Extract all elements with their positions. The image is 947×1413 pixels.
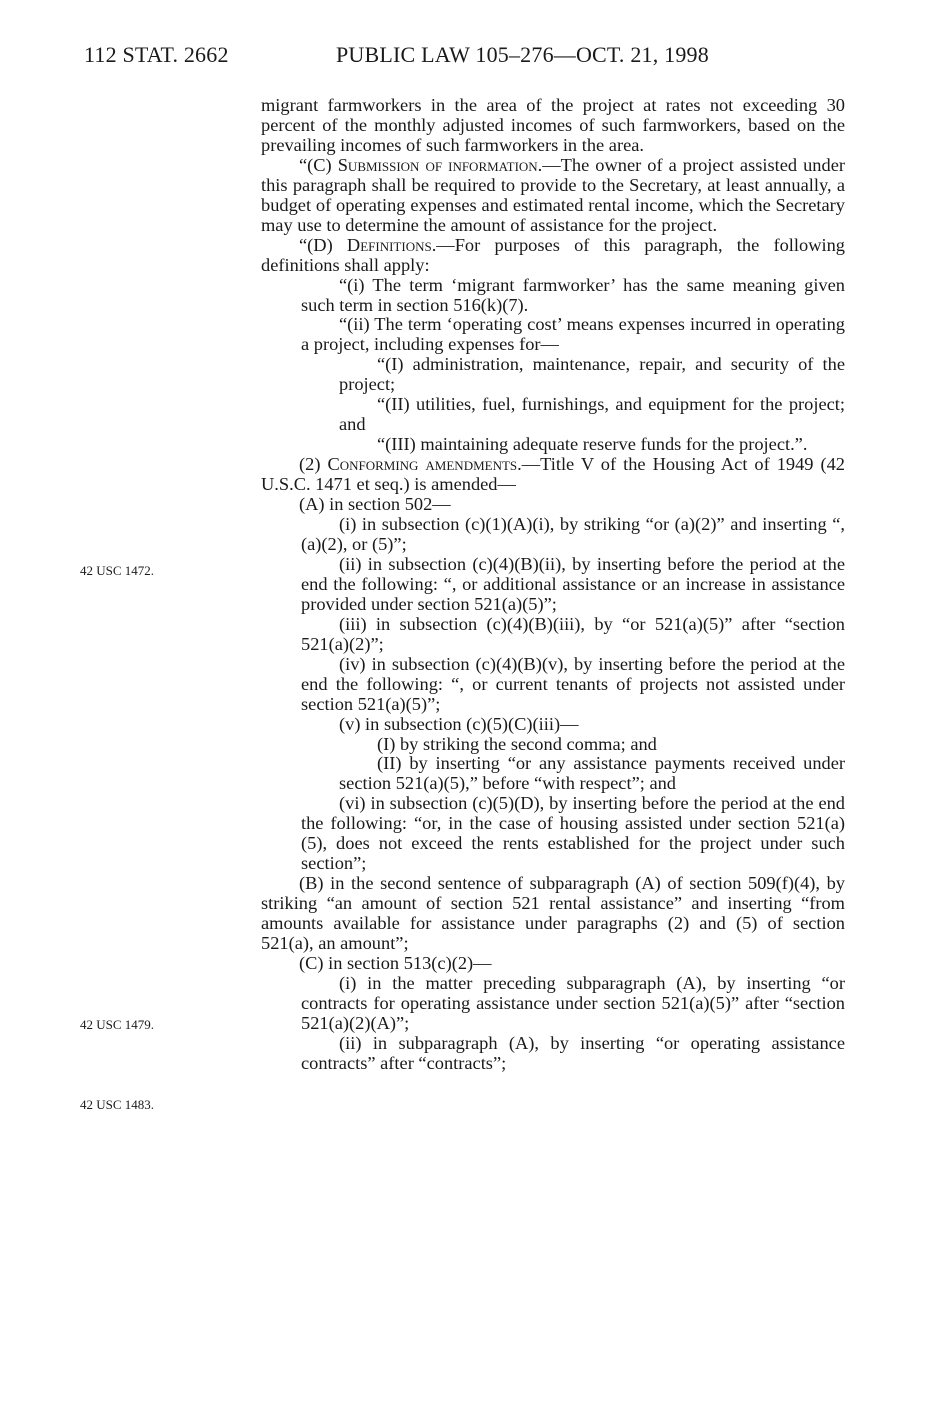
clause-502-iv: (iv) in subsection (c)(4)(B)(v), by inserting before the period at the end the following: “, or current tenants of projects not assisted under section 521(a)(5)”;: [301, 653, 845, 714]
paragraph-heading: Conforming amendments: [327, 454, 518, 475]
margin-note-usc-1483: 42 USC 1483.: [80, 1097, 155, 1112]
paragraph-definitions: [261, 236, 845, 276]
paragraph-text: .—The owner of a project assisted under this paragraph shall be required to provide to the Secretary, at least annually, a budget of operating expenses and estimated rental income, which the Secretary may use to determine the amount of assistance for the project.: [261, 154, 845, 235]
clause-migrant-farmworker: “(i) The term ‘migrant farmworker’ has the same meaning given such term in section 516(k)(7).: [301, 274, 845, 315]
clause-502-v: (v) in subsection (c)(5)(C)(iii)—: [339, 713, 579, 734]
paragraph-text: .—Title V of the Housing Act of 1949 (42 U.S.C. 1471 et seq.) is amended—: [261, 454, 846, 495]
stat-citation: 112 STAT. 2662: [84, 42, 229, 67]
margin-note-usc-1479: 42 USC 1479.: [80, 1017, 155, 1032]
subparagraph-a-section-502: (A) in section 502—: [299, 494, 451, 515]
margin-note-usc-1472: 42 USC 1472.: [80, 563, 155, 578]
paragraph-heading: Definitions: [346, 234, 432, 255]
subclause-reserve-funds: “(III) maintaining adequate reserve funds for the project.”.: [377, 434, 808, 455]
subclause-502-v-I: (I) by striking the second comma; and: [377, 733, 657, 754]
paragraph-lead: “(D): [299, 234, 347, 255]
paragraph-conforming-amendments: [261, 455, 845, 495]
paragraph-submission-of-information: [261, 156, 845, 236]
paragraph-continuation: migrant farmworkers in the area of the project at rates not exceeding 30 percent of the monthly adjusted incomes of such farmworkers, based on the prevailing incomes of such farmworkers in the area.: [261, 95, 845, 155]
public-law-title: PUBLIC LAW 105–276—OCT. 21, 1998: [336, 42, 709, 67]
clause-operating-cost: “(ii) The term ‘operating cost’ means expenses incurred in operating a project, including expenses for—: [301, 314, 845, 355]
paragraph-heading: Submission of information: [337, 154, 538, 175]
subparagraph-b-section-509: (B) in the second sentence of subparagraph (A) of section 509(f)(4), by striking “an amount of section 521 rental assistance” and inserting “from amounts available for assistance under paragraphs (2) and (5) of section 521(a), an amount”;: [261, 873, 845, 954]
clause-513-i: (i) in the matter preceding subparagraph (A), by inserting “or contracts for operating assistance under section 521(a)(5)” after “section 521(a)(2)(A)”;: [301, 972, 845, 1033]
page-header: [84, 42, 844, 82]
clause-502-vi: (vi) in subsection (c)(5)(D), by inserting before the period at the end the following: “or, in the case of housing assisted under section 521(a)(5), does not exceed the rents established for the project under such section”;: [301, 793, 845, 874]
paragraph-lead: (2): [299, 454, 328, 475]
clause-513-ii: (ii) in subparagraph (A), by inserting “or operating assistance contracts” after “contracts”;: [301, 1032, 845, 1073]
document-body: [261, 96, 845, 1074]
subclause-502-v-II: (II) by inserting “or any assistance payments received under section 521(a)(5),” before “with respect”; and: [339, 753, 845, 794]
subparagraph-c-section-513: (C) in section 513(c)(2)—: [299, 952, 492, 973]
clause-502-i: (i) in subsection (c)(1)(A)(i), by striking “or (a)(2)” and inserting “, (a)(2), or (5)”;: [301, 514, 845, 554]
clause-502-iii: (iii) in subsection (c)(4)(B)(iii), by “or 521(a)(5)” after “section 521(a)(2)”;: [301, 613, 845, 654]
clause-502-ii: (ii) in subsection (c)(4)(B)(ii), by inserting before the period at the end the following: “, or additional assistance or an increase in assistance provided under section 521(a)(5)”;: [301, 553, 845, 614]
paragraph-text: .—For purposes of this paragraph, the following definitions shall apply:: [261, 234, 845, 275]
subclause-administration: “(I) administration, maintenance, repair, and security of the project;: [339, 354, 845, 395]
subclause-utilities: “(II) utilities, fuel, furnishings, and equipment for the project; and: [339, 394, 845, 435]
paragraph-lead: “(C): [299, 154, 338, 175]
